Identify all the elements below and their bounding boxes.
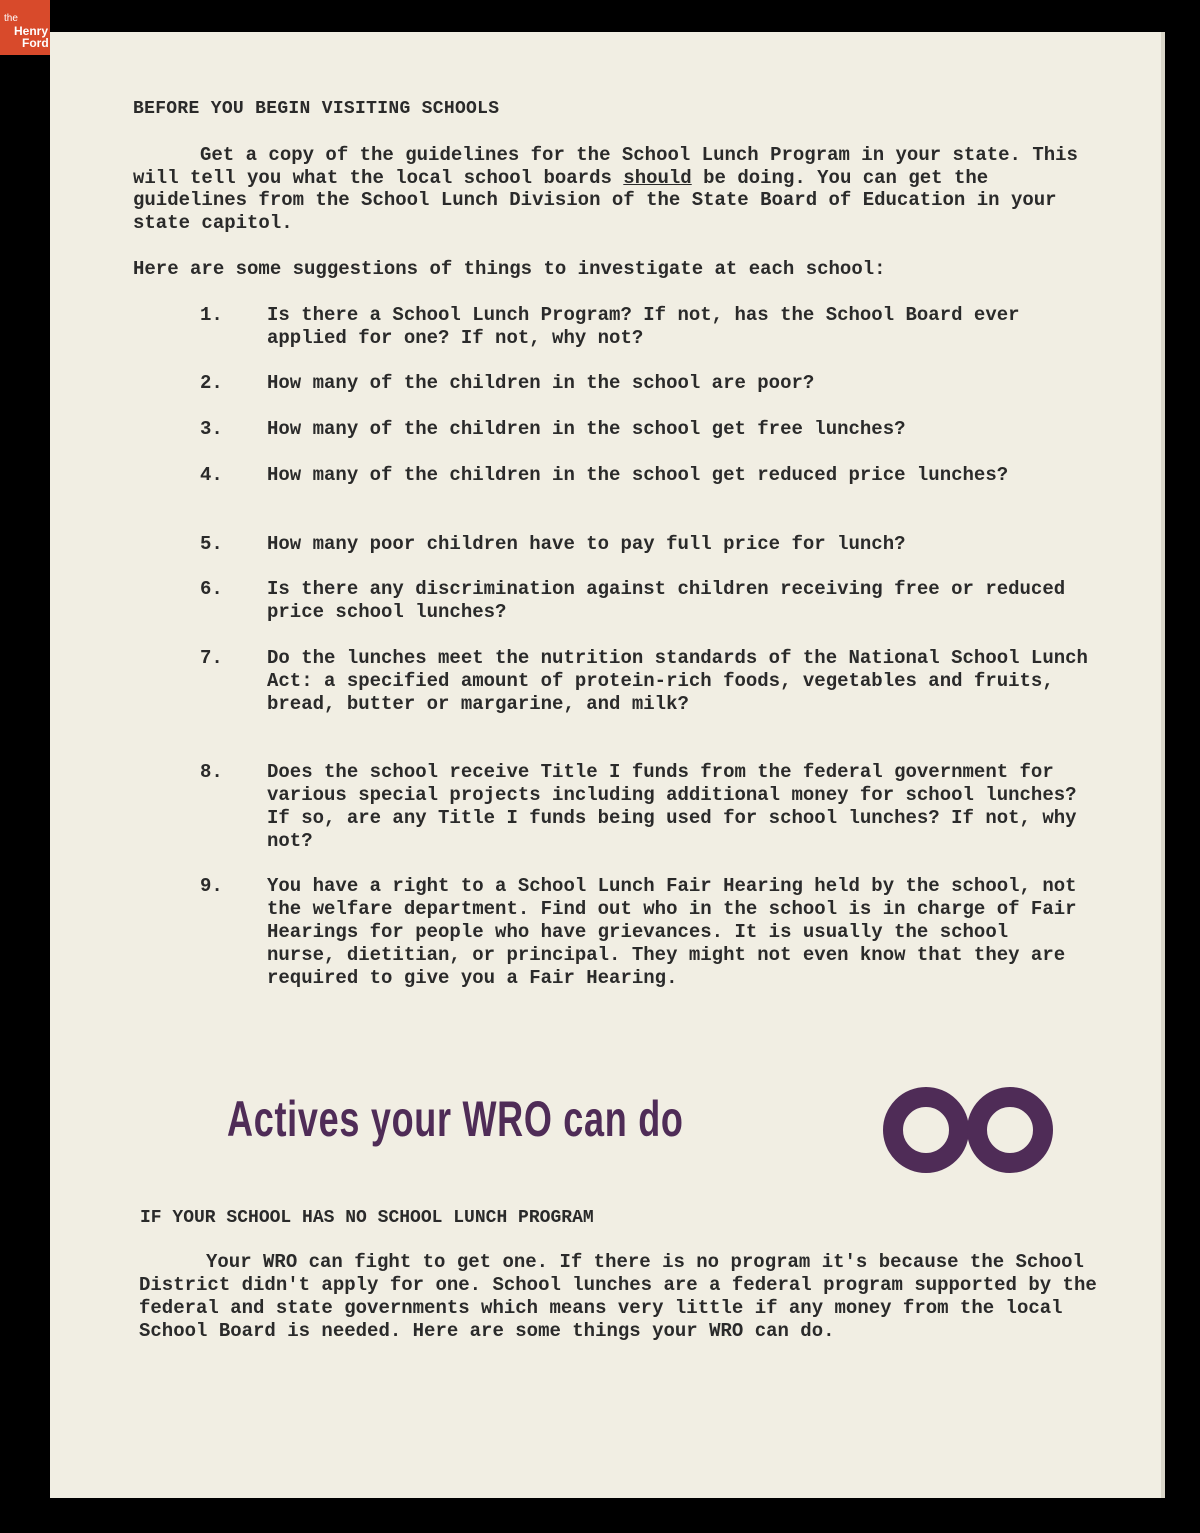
- wro-infinity-logo-icon: [878, 1084, 1058, 1176]
- item-number: 7.: [200, 647, 223, 669]
- subheading: IF YOUR SCHOOL HAS NO SCHOOL LUNCH PROGRAM: [140, 1208, 594, 1228]
- list-item: [200, 761, 1080, 853]
- activities-banner: Actives your WRO can do: [227, 1091, 684, 1147]
- document-page: [50, 32, 1165, 1498]
- page-heading: BEFORE YOU BEGIN VISITING SCHOOLS: [133, 99, 500, 119]
- list-item: [200, 304, 1080, 350]
- logo-the: the: [4, 13, 18, 24]
- item-number: 4.: [200, 464, 223, 486]
- item-number: 3.: [200, 418, 223, 440]
- henry-ford-logo: [0, 0, 50, 55]
- item-number: 8.: [200, 761, 223, 783]
- item-text: Is there a School Lunch Program? If not, has the School Board ever applied for one? If not, why not?: [267, 304, 1020, 349]
- intro-text-2: be doing. You can get the guidelines from the School Lunch Division of the State Board of Education in your state capitol.: [133, 166, 1057, 234]
- intro-paragraph: [133, 144, 1093, 234]
- list-item: [200, 647, 1115, 716]
- intro-text-1: Get a copy of the guidelines for the School Lunch Program in your state. This will tell you what the local school boards: [133, 144, 1078, 189]
- item-text: How many of the children in the school get reduced price lunches?: [267, 464, 1009, 486]
- item-number: 2.: [200, 372, 223, 394]
- closing-paragraph: Your WRO can fight to get one. If there is no program it's because the School District didn't apply for one. School lunches are a federal program supported by the federal and state governments which means very little if any money from the local School Board is needed. Here are some things your WRO can do.: [139, 1251, 1097, 1342]
- list-item: [200, 418, 1080, 441]
- item-number: 6.: [200, 578, 223, 600]
- item-number: 1.: [200, 304, 223, 326]
- item-text: You have a right to a School Lunch Fair Hearing held by the school, not the welfare department. Find out who in the school is in charge of Fair Hearings for people who have grievances. It is usually the school nurse, dietitian, or principal. They might not even know that they are required to give you a Fair Hearing.: [267, 875, 1077, 989]
- item-number: 5.: [200, 533, 223, 555]
- item-text: Do the lunches meet the nutrition standards of the National School Lunch Act: a specified amount of protein-rich foods, vegetables and fruits, bread, butter or margarine, and milk?: [267, 647, 1088, 715]
- suggestions-lead: Here are some suggestions of things to investigate at each school:: [133, 258, 886, 280]
- list-item: [200, 578, 1080, 624]
- list-item: [200, 533, 1080, 556]
- list-item: [200, 875, 1080, 990]
- list-item: [200, 372, 1080, 395]
- item-text: How many of the children in the school are poor?: [267, 372, 815, 394]
- item-number: 9.: [200, 875, 223, 897]
- item-text: Is there any discrimination against children receiving free or reduced price school lunches?: [267, 578, 1066, 623]
- item-text: How many of the children in the school get free lunches?: [267, 418, 906, 440]
- intro-underlined-word: should: [623, 166, 692, 189]
- logo-ford: Ford: [22, 36, 49, 50]
- list-item: [200, 464, 1080, 487]
- item-text: Does the school receive Title I funds from the federal government for various special projects including additional money for school lunches? If so, are any Title I funds being used for school lunches? If not, why not?: [267, 761, 1077, 852]
- logo-henry: Henry: [14, 24, 49, 38]
- item-text: How many poor children have to pay full price for lunch?: [267, 533, 906, 555]
